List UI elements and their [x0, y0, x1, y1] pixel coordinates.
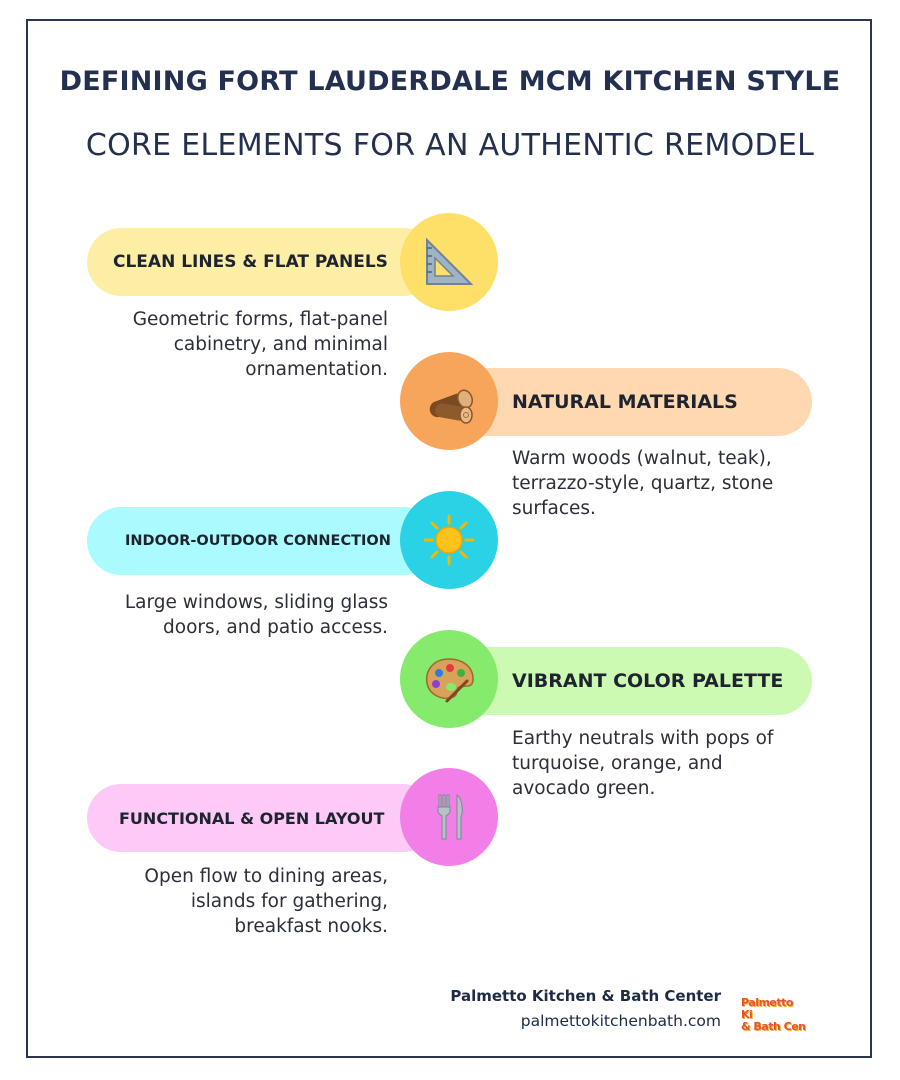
- palette-icon: [421, 651, 477, 707]
- element-description: Large windows, sliding glass doors, and patio access.: [124, 592, 388, 638]
- element-label: FUNCTIONAL & OPEN LAYOUT: [119, 808, 385, 828]
- element-description: Warm woods (walnut, teak), terrazzo-style, quartz, stone surfaces.: [512, 448, 774, 519]
- brand-logo: [741, 996, 807, 1033]
- element-description: Earthy neutrals with pops of turquoise, orange, and avocado green.: [512, 728, 774, 799]
- brand-name: Palmetto Kitchen & Bath Center: [450, 987, 721, 1005]
- element-label: NATURAL MATERIALS: [512, 391, 738, 413]
- element-pill-functional-layout: [87, 784, 437, 852]
- element-icon-circle: [400, 768, 498, 866]
- element-description: Open flow to dining areas, islands for gathering, breakfast nooks.: [144, 866, 388, 937]
- element-pill-indoor-outdoor: [87, 507, 437, 575]
- element-pill-clean-lines: [87, 228, 437, 296]
- element-icon-circle: [400, 491, 498, 589]
- element-icon-circle: [400, 352, 498, 450]
- element-pill-natural-materials: [450, 368, 812, 436]
- brand-url[interactable]: palmettokitchenbath.com: [520, 1012, 721, 1030]
- element-label: VIBRANT COLOR PALETTE: [512, 670, 784, 692]
- page-title: DEFINING FORT LAUDERDALE MCM KITCHEN STYLE: [59, 66, 841, 97]
- element-icon-circle: [400, 630, 498, 728]
- element-pill-vibrant-color: [450, 647, 812, 715]
- element-label: INDOOR-OUTDOOR CONNECTION: [125, 533, 391, 549]
- set-square-icon: [421, 234, 477, 290]
- wood-log-icon: [421, 373, 477, 429]
- sun-icon: [421, 512, 477, 568]
- page-subtitle: CORE ELEMENTS FOR AN AUTHENTIC REMODEL: [85, 128, 815, 163]
- element-description: Geometric forms, flat-panel cabinetry, and minimal ornamentation.: [132, 309, 388, 380]
- logo-text-line-1: Palmetto Ki: [741, 996, 793, 1021]
- element-label: CLEAN LINES & FLAT PANELS: [113, 252, 388, 272]
- fork-knife-icon: [421, 789, 477, 845]
- logo-text-line-2: & Bath Cen: [741, 1020, 806, 1033]
- element-icon-circle: [400, 213, 498, 311]
